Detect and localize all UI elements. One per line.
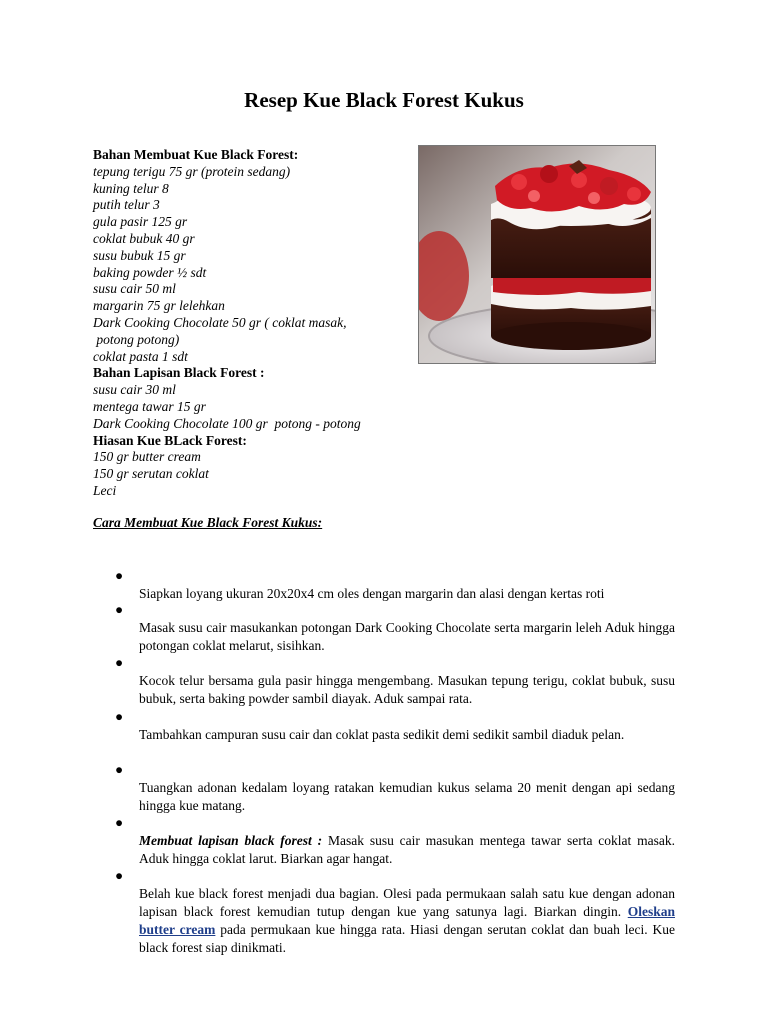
bullet-icon: ● <box>115 602 124 617</box>
garnish-ingredients-heading: Hiasan Kue BLack Forest: <box>93 432 247 448</box>
list-item <box>115 814 675 868</box>
step-body-text: pada permukaan kue hingga rata. Hiasi dengan serutan coklat dan buah leci. Kue black forest siap dinikmati. <box>139 922 675 955</box>
bullet-icon: ● <box>115 868 124 883</box>
list-item <box>115 708 675 744</box>
list-item <box>115 654 675 708</box>
cake-photo-icon <box>419 146 655 363</box>
bullet-icon: ● <box>115 762 124 777</box>
step-body-text: Belah kue black forest menjadi dua bagian. Olesi pada permukaan salah satu kue dengan adonan lapisan black forest kemudian tutup dengan kue yang satunya lagi. Biarkan dingin. <box>139 886 675 919</box>
ingredient-item: baking powder ½ sdt <box>93 264 207 280</box>
ingredient-item: susu cair 30 ml <box>93 382 176 398</box>
ingredient-item: potong potong) <box>93 331 180 347</box>
list-item <box>115 567 675 603</box>
list-item <box>115 761 675 815</box>
step-text: Tambahkan campuran susu cair dan coklat pasta sedikit demi sedikit sambil diaduk pelan. <box>139 727 625 742</box>
ingredient-item: margarin 75 gr lelehkan <box>93 298 225 314</box>
step-lead-text: Membuat lapisan black forest : <box>139 833 323 848</box>
bullet-icon: ● <box>115 815 124 830</box>
bullet-icon: ● <box>115 655 124 670</box>
ingredient-item: coklat bubuk 40 gr <box>93 230 195 246</box>
step-text <box>115 885 675 957</box>
ingredient-item: tepung terigu 75 gr (protein sedang) <box>93 163 291 179</box>
list-item <box>115 601 675 655</box>
butter-cream-link[interactable]: Oleskan butter cream <box>139 904 675 937</box>
ingredient-item: 150 gr serutan coklat <box>93 466 209 482</box>
step-text <box>115 832 675 868</box>
cake-ingredients-heading: Bahan Membuat Kue Black Forest: <box>93 147 299 162</box>
step-text: Siapkan loyang ukuran 20x20x4 cm oles dengan margarin dan alasi dengan kertas roti <box>139 586 605 601</box>
ingredient-item: susu bubuk 15 gr <box>93 247 186 263</box>
bullet-icon: ● <box>115 709 124 724</box>
ingredient-item: 150 gr butter cream <box>93 449 201 465</box>
ingredient-item: kuning telur 8 <box>93 180 169 196</box>
ingredient-item: Leci <box>93 482 117 498</box>
ingredient-item: coklat pasta 1 sdt <box>93 348 188 364</box>
ingredient-item: mentega tawar 15 gr <box>93 398 206 414</box>
step-text: Masak susu cair masukankan potongan Dark Cooking Chocolate serta margarin leleh Aduk hingga potongan coklat melarut, sisihkan. <box>139 620 675 653</box>
ingredient-item: Dark Cooking Chocolate 100 gr potong - potong <box>93 415 361 431</box>
step-text: Kocok telur bersama gula pasir hingga mengembang. Masukan tepung terigu, coklat bubuk, susu bubuk, serta baking powder sambil diayak. Aduk sampai rata. <box>139 673 675 706</box>
step-text: Tuangkan adonan kedalam loyang ratakan kemudian kukus selama 20 menit dengan api sedang hingga kue matang. <box>139 780 675 813</box>
ingredient-item: Dark Cooking Chocolate 50 gr ( coklat masak, <box>93 314 347 330</box>
cake-photo <box>418 145 656 364</box>
step-body-text: Masak susu cair masukan mentega tawar serta coklat masak. Aduk hingga coklat larut. Biarkan agar hangat. <box>139 833 675 866</box>
ingredient-item: gula pasir 125 gr <box>93 214 188 230</box>
method-heading: Cara Membuat Kue Black Forest Kukus: <box>93 515 323 530</box>
bullet-icon: ● <box>115 568 124 583</box>
list-item <box>115 867 675 957</box>
ingredient-item: putih telur 3 <box>93 197 160 213</box>
ingredient-item: susu cair 50 ml <box>93 281 176 297</box>
layer-ingredients-heading: Bahan Lapisan Black Forest : <box>93 365 265 381</box>
ingredients-section <box>93 147 423 500</box>
page-title: Resep Kue Black Forest Kukus <box>244 88 524 112</box>
